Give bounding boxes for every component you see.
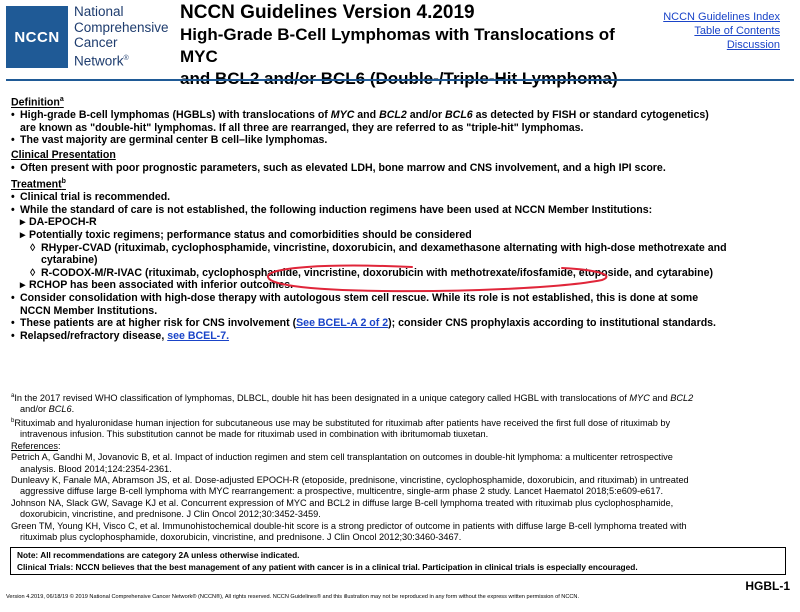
org-line: National — [74, 4, 124, 19]
page-id: HGBL-1 — [745, 579, 790, 593]
note-box — [10, 547, 786, 575]
text: Potentially toxic regimens; performance status and comorbidities should be considered — [29, 229, 472, 241]
text: as detected by FISH or standard cytogenetics) — [472, 109, 709, 122]
text: Clinical trial is recommended. — [20, 191, 171, 204]
clinical-trials-text: Clinical Trials: NCCN believes that the best management of any patient with cancer is in a clinical trial. Participation in clinical trials is especially encouraged. — [17, 561, 638, 572]
footnote-a-cont — [11, 404, 789, 415]
bullet-icon: • — [11, 291, 15, 304]
diamond-bullet-icon: ◊ — [30, 241, 36, 254]
footnote-ref: a — [59, 96, 64, 103]
text: and — [649, 393, 671, 404]
guideline-version-title: NCCN Guidelines Version 4.2019 — [180, 2, 475, 23]
bullet-icon: • — [11, 161, 15, 174]
list-item-continuation: NCCN Member Institutions. — [20, 304, 158, 317]
main-content — [11, 94, 791, 342]
red-annotation-circle — [262, 262, 614, 294]
text: In the 2017 revised WHO classification of lymphomas, DLBCL, double hit has been designated in a unique category called HGBL with translocations of — [14, 393, 630, 404]
references-heading — [11, 441, 789, 452]
list-item-continuation: cytarabine) — [41, 254, 98, 267]
list-item — [11, 330, 791, 343]
list-item — [11, 134, 791, 147]
guideline-nav-links — [663, 10, 780, 52]
reference-item: Dunleavy K, Fanale MA, Abramson JS, et al. Dose-adjusted EPOCH-R (etoposide, prednisone, vincristine, cyclophosphamide, doxorubicin, and rituximab) in untreated — [11, 474, 689, 485]
list-item — [11, 162, 791, 175]
text: RCHOP has been associated with inferior outcomes. — [29, 279, 294, 292]
text: Often present with poor prognostic parameters, such as elevated LDH, bone marrow and CNS involvement, and a high IPI score. — [20, 161, 666, 174]
bullet-icon: • — [11, 203, 15, 216]
footnotes — [11, 391, 789, 543]
text: Consider consolidation with high-dose therapy with autologous stem cell rescue. While its role is not established, this is done at some — [20, 291, 699, 304]
text: and/or — [20, 404, 49, 415]
org-line: Comprehensive — [74, 19, 169, 35]
footnote-b — [11, 416, 789, 429]
treatment-heading — [11, 176, 791, 191]
text: R-CODOX-M/R-IVAC (rituximab, cyclophosphamide, vincristine, doxorubicin with methotrexate/ifosfamide, etoposide, and cytarabine) — [41, 266, 714, 279]
diamond-bullet-icon: ◊ — [30, 266, 36, 279]
treatment-heading-text: Treatment — [11, 178, 62, 191]
definition-heading — [11, 94, 791, 109]
arrow-bullet-icon: ▸ — [20, 279, 26, 292]
gene-name: BCL2 — [670, 393, 694, 404]
arrow-bullet-icon: ▸ — [20, 229, 26, 241]
gene-name: MYC — [629, 393, 650, 404]
text: and/or — [406, 109, 446, 122]
list-item-continuation: are known as "double-hit" lymphomas. If all three are rearranged, they are referred to as "triple-hit" lymphomas. — [20, 121, 584, 134]
text: These patients are at higher risk for CNS involvement ( — [20, 317, 297, 330]
text: RHyper-CVAD (rituximab, cyclophosphamide, vincristine, doxorubicin, and dexamethasone alternating with high-dose methotrexate and — [41, 241, 727, 254]
references-label: References — [11, 440, 58, 451]
footnote-a — [11, 391, 789, 404]
note-text: Note: All recommendations are category 2A unless otherwise indicated. — [17, 550, 300, 560]
guideline-subtitle-line: High-Grade B-Cell Lymphomas with Translocations of MYC — [180, 25, 615, 66]
text: The vast majority are germinal center B cell–like lymphomas. — [20, 134, 328, 147]
reference-item: Green TM, Young KH, Visco C, et al. Immunohistochemical double-hit score is a strong predictor of outcome in patients with diffuse large B-cell lymphoma treated with — [11, 520, 687, 531]
reference-item-cont: analysis. Blood 2014;124:2354-2361. — [20, 463, 172, 474]
bullet-icon: • — [11, 317, 15, 330]
organization-name — [74, 4, 184, 69]
bullet-icon: • — [11, 134, 15, 147]
reference-item-cont: rituximab plus cyclophosphamide, doxorubicin, vincristine, and prednisone. J Clin Oncol 2012;30:3460-3467. — [20, 532, 462, 542]
header-divider — [6, 79, 794, 81]
reference-item: Johnson NA, Slack GW, Savage KJ et al. Concurrent expression of MYC and BCL2 in diffuse large B-cell lymphoma treated with rituximab plus cyclophosphamide, — [11, 497, 674, 508]
reference-item: Petrich A, Gandhi M, Jovanovic B, et al. Impact of induction regimen and stem cell transplantation on outcomes in double-hit lymphoma: a multicenter retrospective — [11, 452, 673, 463]
arrow-bullet-icon: ▸ — [20, 216, 26, 229]
bullet-icon: • — [11, 329, 15, 342]
sub-list-item — [11, 229, 791, 242]
text: and — [354, 109, 380, 122]
footnote-marker: b — [11, 417, 15, 424]
sub-list-item — [11, 216, 791, 229]
registered-mark: ® — [123, 54, 129, 62]
gene-name: BCL6 — [48, 404, 72, 415]
bcel-7-link[interactable]: see BCEL-7. — [167, 329, 230, 342]
text: High-grade B-cell lymphomas (HGBLs) with translocations of — [20, 109, 331, 122]
text: Rituximab and hyaluronidase human injection for subcutaneous use may be substituted for rituximab after patients have received the first full dose of rituximab by — [14, 417, 671, 428]
definition-heading-text: Definition — [11, 96, 60, 109]
bullet-icon: • — [11, 109, 15, 122]
org-line: Cancer — [74, 35, 118, 50]
logo-text: NCCN — [14, 28, 60, 46]
table-of-contents-link[interactable]: Table of Contents — [694, 25, 780, 37]
gene-name: MYC — [330, 109, 355, 122]
footnote-b-cont: intravenous infusion. This substitution cannot be made for rituximab used in combination with ibritumomab tiuxetan. — [20, 429, 489, 440]
reference-item-cont: doxorubicin, vincristine, and prednisone. J Clin Oncol 2012;30:3452-3459. — [20, 509, 321, 520]
bullet-icon: • — [11, 191, 15, 204]
text: While the standard of care is not established, the following induction regimens have been used at NCCN Member Institutions: — [20, 203, 653, 216]
text: : — [57, 440, 61, 451]
page-title — [180, 2, 650, 90]
discussion-link[interactable]: Discussion — [726, 39, 780, 51]
annotation-stroke — [268, 266, 607, 292]
guidelines-index-link[interactable]: NCCN Guidelines Index — [663, 11, 780, 23]
text: Relapsed/refractory disease, — [20, 329, 168, 342]
gene-name: BCL6 — [445, 109, 473, 122]
gene-name: BCL2 — [379, 109, 407, 122]
org-line: Network — [74, 53, 124, 68]
text: DA-EPOCH-R — [29, 216, 97, 229]
copyright-footer: Version 4.2019, 06/18/19 © 2019 National Comprehensive Cancer Network® (NCCN®), All rights reserved. NCCN Guidelines® and this illustration may not be reproduced in any form without the express written permission of NCCN. — [6, 594, 580, 600]
list-item — [11, 191, 791, 204]
nccn-logo — [6, 6, 68, 68]
reference-item-cont: aggressive diffuse large B-cell lymphoma with MYC rearrangement: a prospective, multicentre, single-arm phase 2 study. Lancet Haematol 2018;5:e609-e617. — [20, 486, 664, 497]
bcel-a-link[interactable]: See BCEL-A 2 of 2 — [296, 317, 389, 330]
text: ); consider CNS prophylaxis according to institutional standards. — [388, 317, 717, 330]
footnote-marker: a — [11, 393, 15, 399]
text: . — [71, 404, 75, 415]
list-item — [11, 204, 791, 217]
list-item — [11, 317, 791, 330]
sub-sub-list-item — [11, 242, 791, 255]
list-item — [11, 109, 791, 122]
clinical-presentation-heading: Clinical Presentation — [11, 148, 116, 161]
footnote-ref: b — [61, 178, 66, 186]
